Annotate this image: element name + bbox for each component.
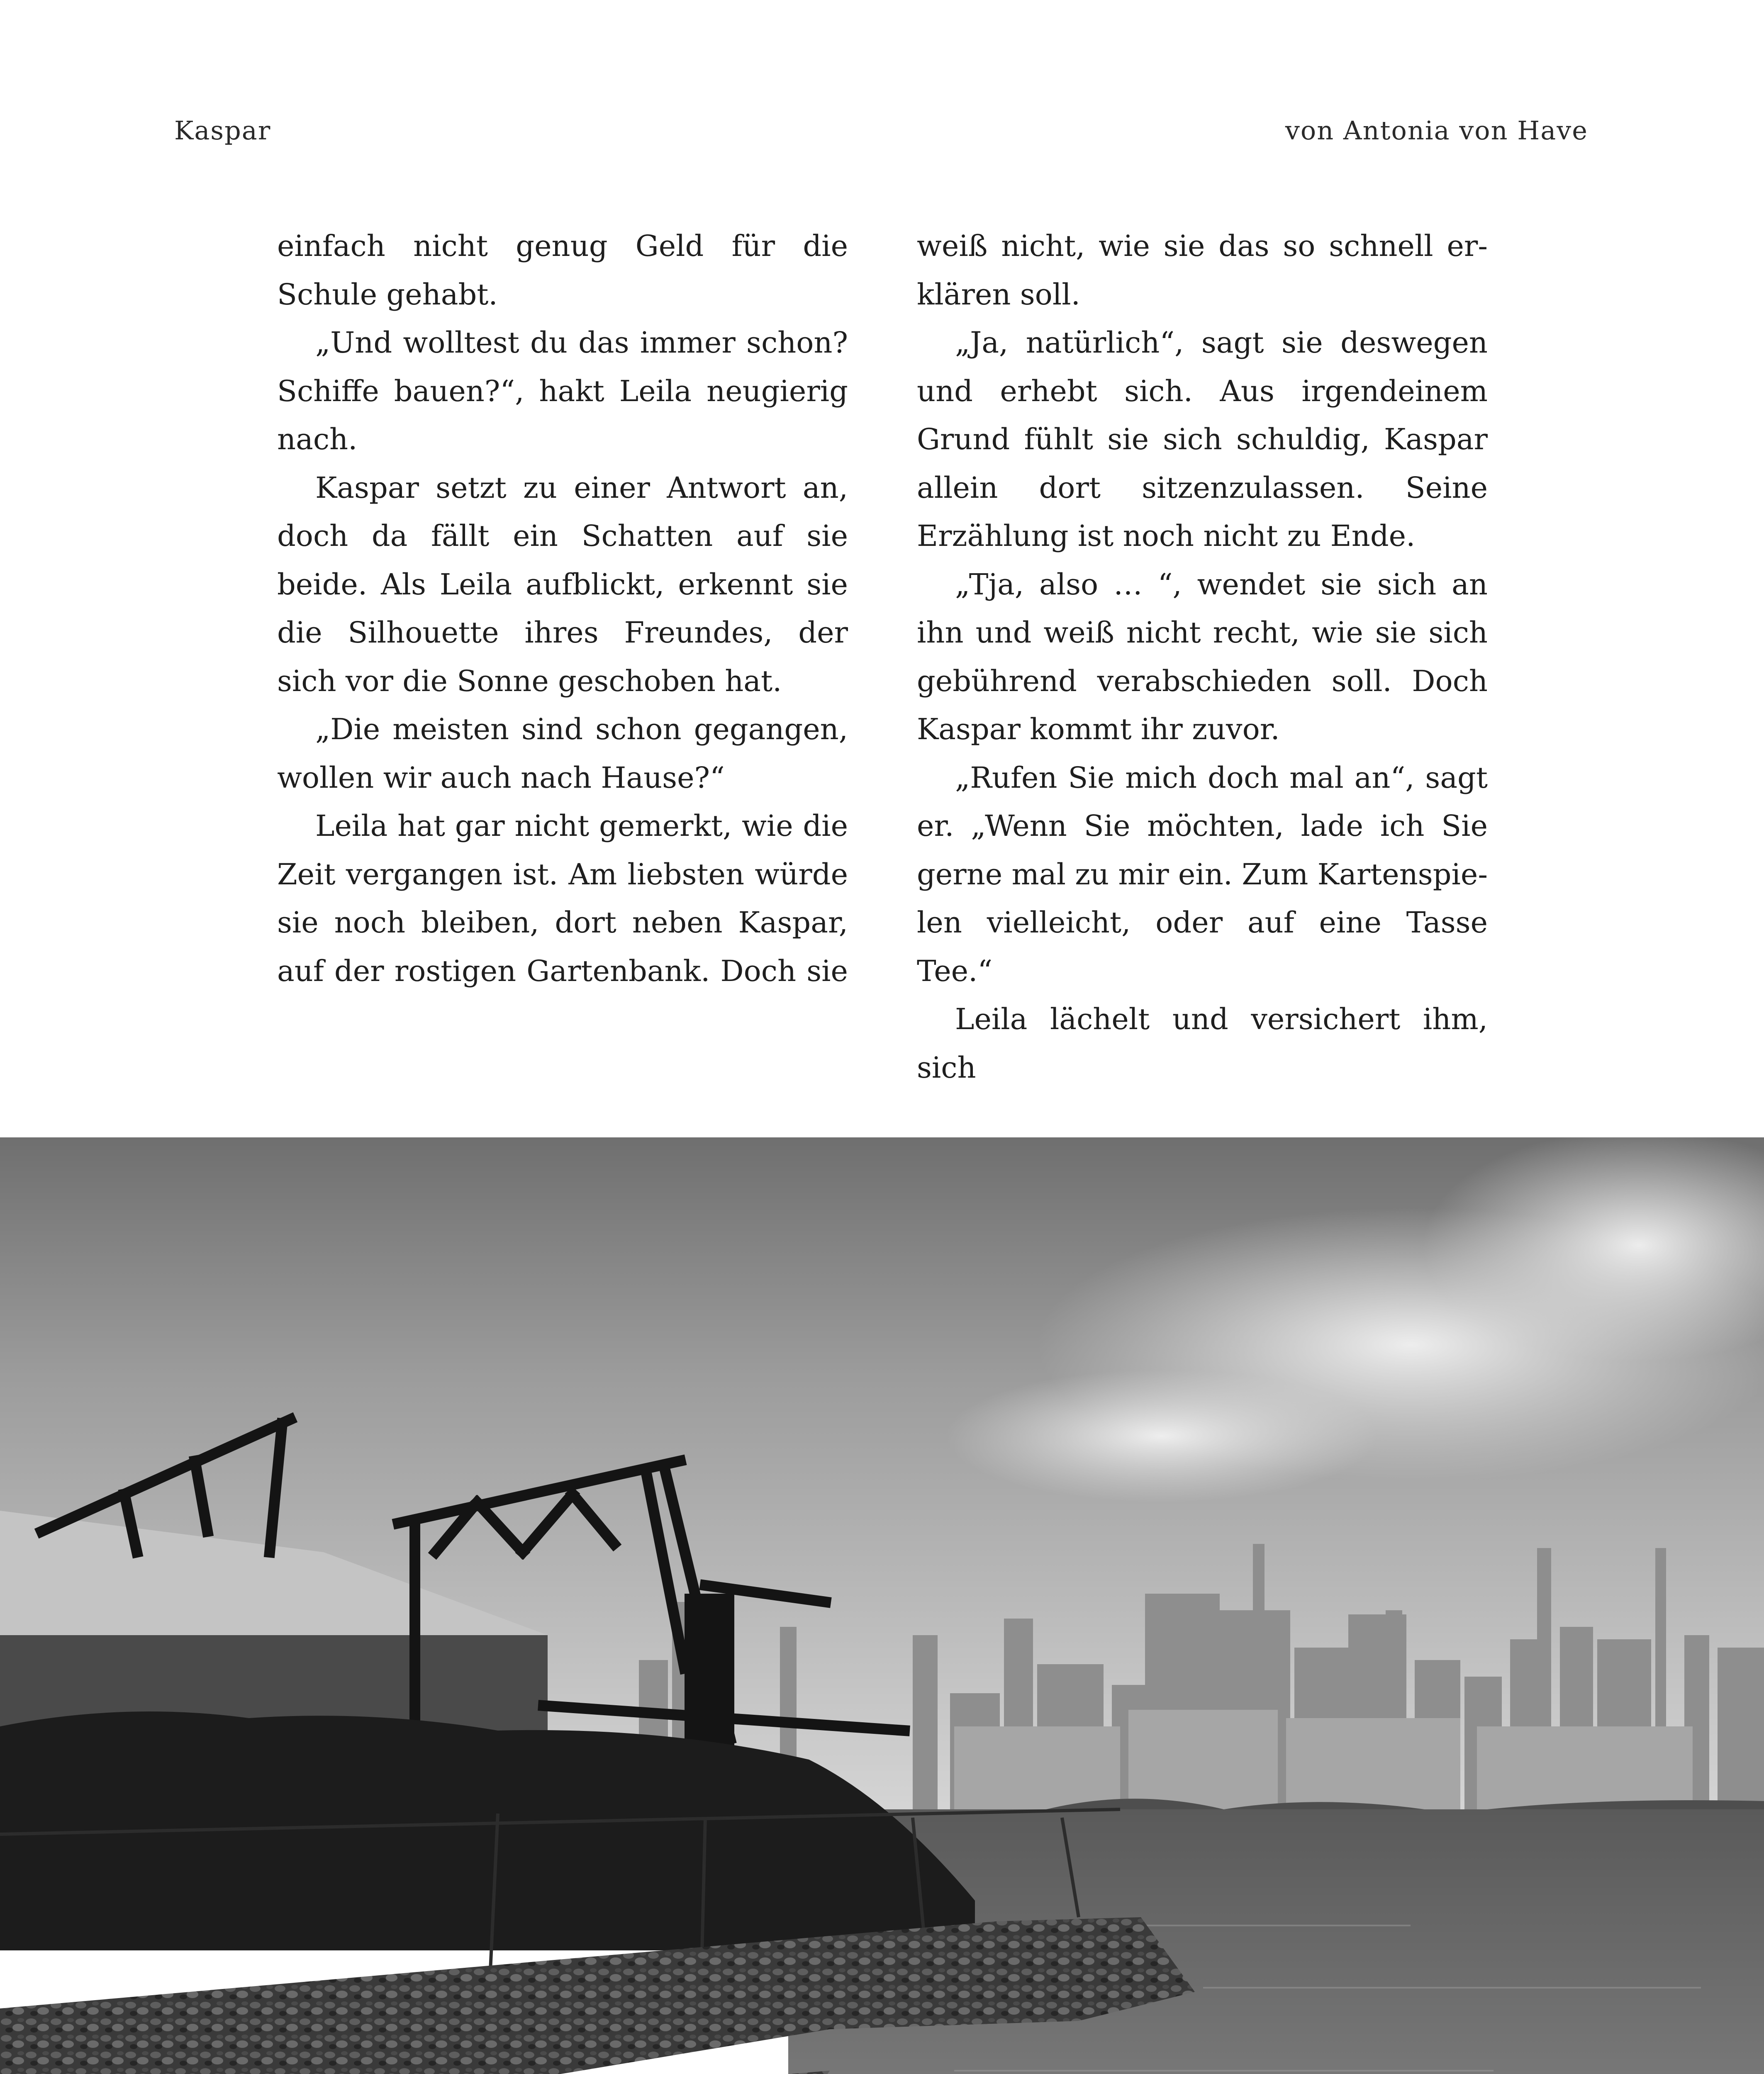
paragraph: „Die meisten sind schon gegangen, wollen wir auch nach Hause?“ — [277, 712, 848, 795]
paragraph: weiß nicht, wie sie das so schnell erklären soll. — [917, 229, 1488, 312]
paragraph: einfach nicht genug Geld für die Schule gehabt. — [277, 229, 848, 312]
waterfront-photograph — [0, 1137, 1764, 2074]
paragraph: „Und wolltest du das immer schon? Schiffe bauen?“, hakt Leila neugierig nach. — [277, 326, 848, 456]
paragraph: Leila lächelt und versichert ihm, sich — [917, 1002, 1488, 1085]
running-head-title: Kaspar — [174, 115, 271, 146]
running-head-author: von Antonia von Have — [1285, 115, 1588, 146]
paragraph: Kaspar setzt zu einer Antwort an, doch da fällt ein Schatten auf sie beide. Als Leila aufblickt, erkennt sie die Silhouette ihres Freundes, der sich vor die Sonne geschoben hat. — [277, 470, 848, 698]
paragraph: „Tja, also … “, wendet sie sich an ihn und weiß nicht recht, wie sie sich gebührend verabschieden soll. Doch Kaspar kommt ihr zuvor. — [917, 567, 1488, 746]
text-column-left — [277, 222, 848, 995]
text-column-right — [917, 222, 1488, 1092]
paragraph: „Rufen Sie mich doch mal an“, sagt er. „Wenn Sie möchten, lade ich Sie gerne mal zu mir ein. Zum Kartenspielen vielleicht, oder auf eine Tasse Tee.“ — [917, 760, 1488, 988]
photo-svg — [0, 1137, 1764, 2074]
paragraph: Leila hat gar nicht gemerkt, wie die Zeit vergangen ist. Am liebsten würde sie noch bleiben, dort neben Kaspar, auf der rostigen Gartenbank. Doch sie — [277, 809, 848, 988]
paragraph: „Ja, natürlich“, sagt sie deswegen und erhebt sich. Aus irgendeinem Grund fühlt sie sich schuldig, Kaspar allein dort sitzenzulassen. Seine Erzählung ist noch nicht zu Ende. — [917, 326, 1488, 553]
cloud — [946, 1370, 1377, 1502]
